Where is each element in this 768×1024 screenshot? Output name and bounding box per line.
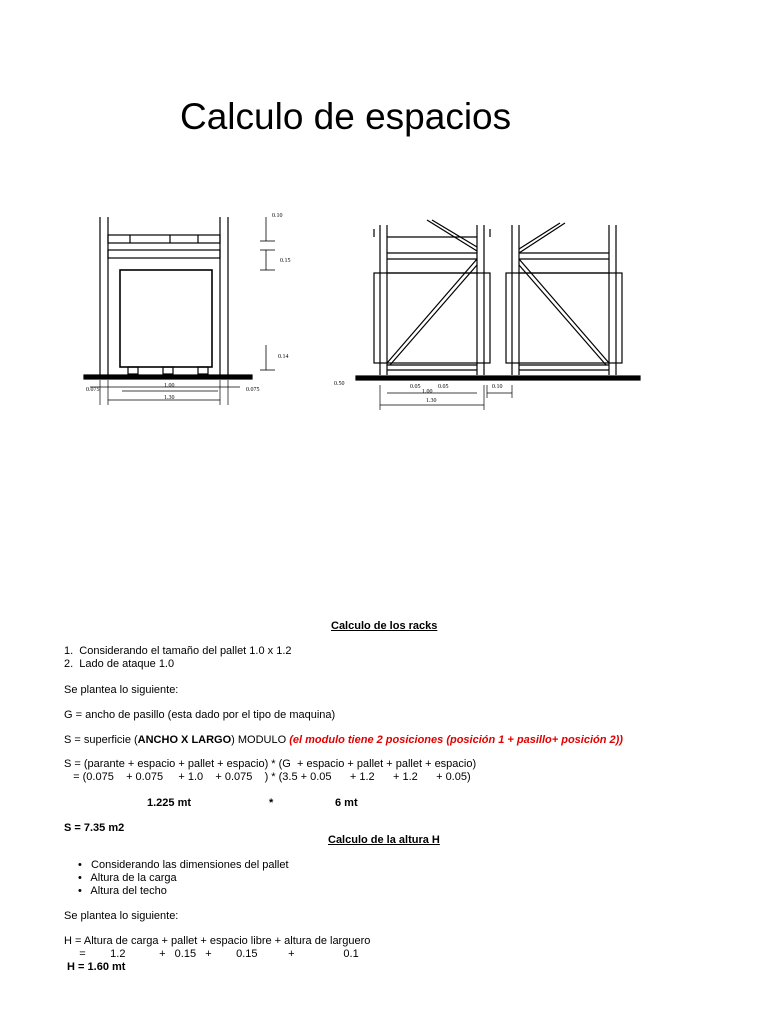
- list-item: • Considerando las dimensiones del pallet: [78, 859, 289, 871]
- result-length: 6 mt: [335, 797, 358, 809]
- result-width: 1.225 mt: [147, 797, 192, 809]
- g-definition: G = ancho de pasillo (esta dado por el tipo de maquina): [64, 709, 336, 721]
- dim-mid-label: 0.15: [280, 258, 291, 264]
- s-definition: S = superficie (ANCHO X LARGO) MODULO (el modulo tiene 2 posiciones (posición 1 + pasillo+ posición 2)): [64, 734, 623, 746]
- formula-line-2: = (0.075 + 0.075 + 1.0 + 0.075 ) * (3.5 + 0.05 + 1.2 + 1.2 + 0.05): [64, 771, 471, 783]
- h-result: H = 1.60 mt: [64, 961, 126, 973]
- dim-side-right-label: 0.075: [246, 387, 260, 393]
- dim-b-label: 0.05: [438, 384, 449, 390]
- s-result: S = 7.35 m2: [64, 822, 125, 834]
- dim-inner-label: 1.00: [422, 389, 433, 395]
- formula-line-1: S = (parante + espacio + pallet + espacio) * (G + espacio + pallet + pallet + espacio): [64, 758, 477, 770]
- rack-front-diagram: [80, 205, 300, 410]
- altura-heading: Calculo de la altura H: [328, 834, 440, 846]
- dim-top-label: 0.10: [272, 213, 283, 219]
- dim-side-left-label: 0.075: [86, 387, 100, 393]
- dim-right-label: 0.10: [492, 384, 503, 390]
- dim-pallet-label: 1.00: [164, 383, 175, 389]
- h-definition: H = Altura de carga + pallet + espacio libre + altura de larguero: [64, 935, 371, 947]
- list-item: • Altura de la carga: [78, 872, 177, 884]
- rack-side-diagram: [330, 215, 650, 410]
- list-item: 2. Lado de ataque 1.0: [64, 658, 175, 670]
- dim-total-label: 1.30: [426, 398, 437, 404]
- page-title: Calculo de espacios: [180, 96, 512, 137]
- dim-low-label: 0.14: [278, 354, 289, 360]
- dim-total-label: 1.30: [164, 395, 175, 401]
- dim-left-label: 0.50: [334, 381, 345, 387]
- list-item: 1. Considerando el tamaño del pallet 1.0 x 1.2: [64, 645, 292, 657]
- result-operator: *: [269, 797, 274, 809]
- h-values: = 1.2 + 0.15 + 0.15 + 0.1: [64, 948, 359, 960]
- list-item: • Altura del techo: [78, 885, 167, 897]
- plantea-text: Se plantea lo siguiente:: [64, 910, 179, 922]
- dim-a-label: 0.05: [410, 384, 421, 390]
- racks-heading: Calculo de los racks: [331, 620, 438, 632]
- plantea-text: Se plantea lo siguiente:: [64, 684, 179, 696]
